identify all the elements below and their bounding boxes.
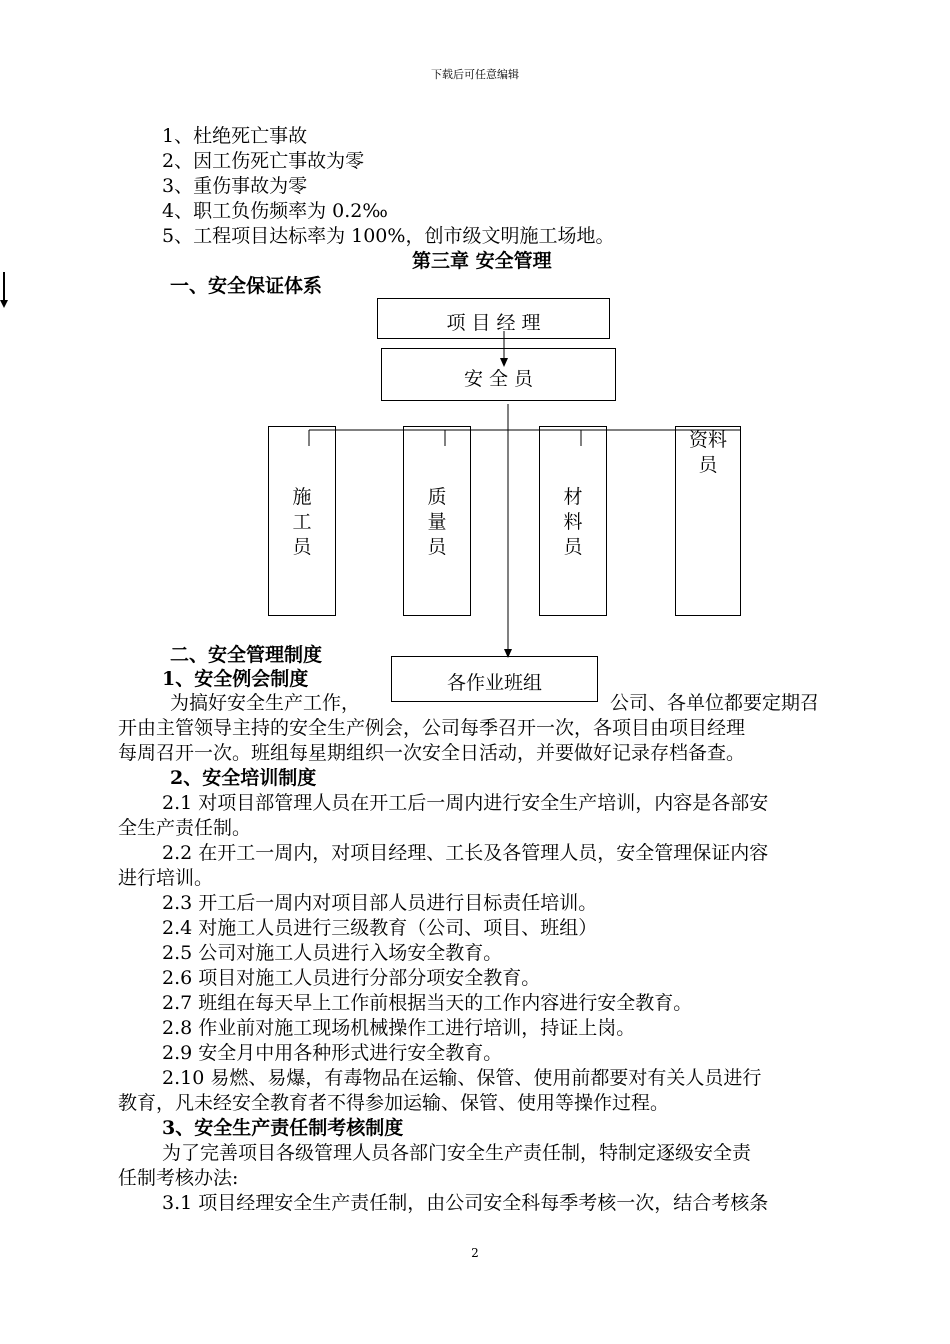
assessment-line-3: 3.1 项目经理安全生产责任制，由公司安全科每季考核一次，结合考核条 xyxy=(162,1192,769,1214)
goal-item-5: 5、工程项目达标率为 100%，创市级文明施工场地。 xyxy=(162,225,615,247)
section-safety-system-title: 一、安全保证体系 xyxy=(170,275,323,297)
meeting-para-line-1a: 为搞好安全生产工作， xyxy=(170,692,361,714)
page-header: 下载后可任意编辑 xyxy=(431,68,519,81)
section-safety-rules-title: 二、安全管理制度 xyxy=(170,644,323,666)
org-box-quality-inspector-label: 质 量 员 xyxy=(427,486,447,558)
sub-safety-meeting-title: 1、安全例会制度 xyxy=(162,668,309,690)
org-box-document-clerk-label: 资料 员 xyxy=(688,429,727,476)
training-line-5: 2.3 开工后一周内对项目部人员进行目标责任培训。 xyxy=(162,892,598,914)
meeting-para-line-2: 开由主管领导主持的安全生产例会，公司每季召开一次，各项目由项目经理 xyxy=(118,717,746,739)
goal-item-2: 2、因工伤死亡事故为零 xyxy=(162,150,365,172)
training-line-11: 2.9 安全月中用各种形式进行安全教育。 xyxy=(162,1042,503,1064)
goal-item-1: 1、杜绝死亡事故 xyxy=(162,125,308,147)
org-box-construction-worker-label: 施 工 员 xyxy=(292,486,312,558)
training-line-7: 2.5 公司对施工人员进行入场安全教育。 xyxy=(162,942,503,964)
sub-safety-training-title: 2、安全培训制度 xyxy=(170,767,317,789)
training-line-10: 2.8 作业前对施工现场机械操作工进行培训，持证上岗。 xyxy=(162,1017,636,1039)
training-line-8: 2.6 项目对施工人员进行分部分项安全教育。 xyxy=(162,967,541,989)
goal-item-3: 3、重伤事故为零 xyxy=(162,175,308,197)
meeting-para-line-1b: 公司、各单位都要定期召 xyxy=(610,692,820,714)
training-line-6: 2.4 对施工人员进行三级教育（公司、项目、班组） xyxy=(162,917,598,939)
org-box-work-teams-label: 各作业班组 xyxy=(446,672,542,694)
training-line-2: 全生产责任制。 xyxy=(118,817,252,839)
org-box-materials-clerk-label: 材 料 员 xyxy=(563,486,583,558)
sub-responsibility-assessment-title: 3、安全生产责任制考核制度 xyxy=(162,1117,404,1139)
training-line-1: 2.1 对项目部管理人员在开工后一周内进行安全生产培训，内容是各部安 xyxy=(162,792,769,814)
org-box-safety-officer-label: 安 全 员 xyxy=(463,368,534,390)
assessment-line-2: 任制考核办法: xyxy=(118,1167,239,1189)
chapter-title: 第三章 安全管理 xyxy=(412,250,552,272)
training-line-13: 教育，凡未经安全教育者不得参加运输、保管、使用等操作过程。 xyxy=(118,1092,670,1114)
training-line-4: 进行培训。 xyxy=(118,867,214,889)
goal-item-4: 4、职工负伤频率为 0.2‰ xyxy=(162,200,388,222)
page-number: 2 xyxy=(471,1246,479,1260)
training-line-3: 2.2 在开工一周内，对项目经理、工长及各管理人员，安全管理保证内容 xyxy=(162,842,769,864)
training-line-12: 2.10 易燃、易爆，有毒物品在运输、保管、使用前都要对有关人员进行 xyxy=(162,1067,762,1089)
meeting-para-line-3: 每周召开一次。班组每星期组织一次安全日活动，并要做好记录存档备查。 xyxy=(118,742,746,764)
training-line-9: 2.7 班组在每天早上工作前根据当天的工作内容进行安全教育。 xyxy=(162,992,693,1014)
assessment-line-1: 为了完善项目各级管理人员各部门安全生产责任制，特制定逐级安全责 xyxy=(162,1142,752,1164)
org-box-project-manager-label: 项 目 经 理 xyxy=(446,312,541,334)
